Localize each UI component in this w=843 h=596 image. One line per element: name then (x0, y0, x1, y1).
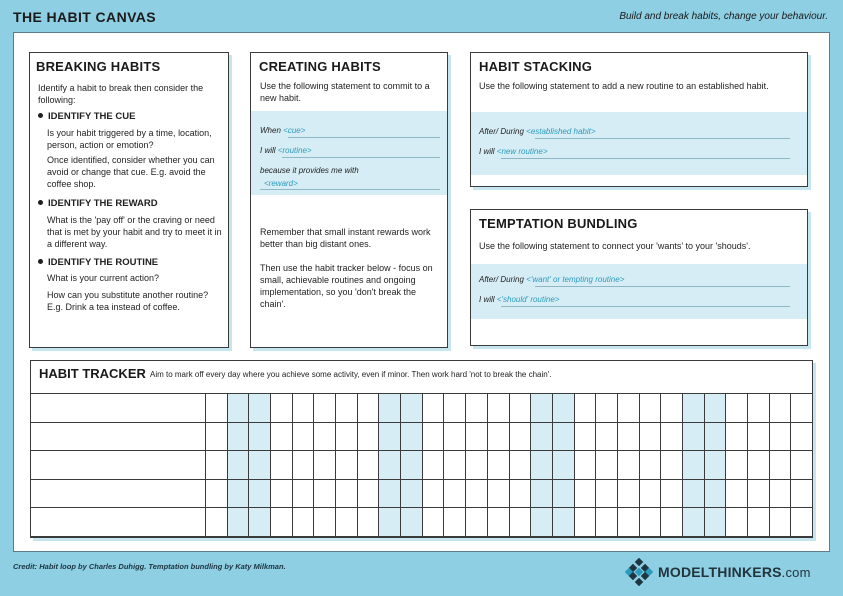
because-row (260, 166, 359, 175)
tracker-day-cell[interactable] (465, 479, 487, 508)
tracker-day-cell[interactable] (443, 450, 465, 479)
tracker-row-line (31, 536, 812, 537)
tracker-day-cell[interactable] (248, 422, 270, 451)
tracker-day-cell[interactable] (790, 422, 812, 451)
tracker-day-cell[interactable] (769, 507, 791, 536)
tracker-habit-name-cell[interactable] (31, 507, 205, 536)
new-routine-field[interactable]: <new routine> (496, 147, 548, 156)
tracker-day-cell[interactable] (248, 450, 270, 479)
should-routine-field[interactable]: <'should' routine> (496, 295, 560, 304)
tracker-day-cell[interactable] (400, 507, 422, 536)
routine-text-1: What is your current action? (47, 273, 160, 283)
tracker-day-cell[interactable] (443, 422, 465, 451)
breaking-habits-heading: BREAKING HABITS (36, 59, 161, 74)
tracker-column-line (530, 393, 531, 536)
tracker-day-cell[interactable] (595, 422, 617, 451)
tracker-day-cell[interactable] (227, 507, 249, 536)
tracker-column-line (509, 393, 510, 536)
tracker-day-cell[interactable] (509, 507, 531, 536)
tracker-day-cell[interactable] (465, 393, 487, 422)
credit-text: Credit: Habit loop by Charles Duhigg. Temptation bundling by Katy Milkman. (13, 562, 286, 571)
tracker-day-cell[interactable] (465, 450, 487, 479)
new-routine-line (501, 158, 790, 159)
tracker-day-cell[interactable] (725, 450, 747, 479)
logo-brand: MODELTHINKERS (658, 564, 782, 580)
tracker-column-line (639, 393, 640, 536)
tracker-day-cell[interactable] (682, 479, 704, 508)
creating-text-1: Remember that small instant rewards work better than big distant ones. (260, 227, 431, 249)
canvas-sheet (13, 32, 830, 552)
tracker-day-cell[interactable] (400, 450, 422, 479)
tracker-day-cell[interactable] (205, 479, 227, 508)
tracker-day-cell[interactable] (574, 450, 596, 479)
iwill-label: I will (260, 146, 276, 155)
established-habit-field[interactable]: <established habit> (526, 127, 596, 136)
cue-field[interactable]: <cue> (283, 126, 306, 135)
tracker-day-cell[interactable] (552, 393, 574, 422)
stacking-after-row (479, 127, 596, 136)
tracker-day-cell[interactable] (205, 393, 227, 422)
tracker-habit-name-cell[interactable] (31, 479, 205, 508)
tracker-day-cell[interactable] (682, 507, 704, 536)
cue-text-1: Is your habit triggered by a time, location, person, action or emotion? (47, 128, 212, 150)
habit-tracker-heading: HABIT TRACKER (39, 366, 146, 381)
creating-intro: Use the following statement to commit to a new habit. (260, 81, 430, 103)
tracker-column-line (443, 393, 444, 536)
tracker-day-cell[interactable] (574, 422, 596, 451)
breaking-habits-panel (29, 52, 229, 348)
want-routine-field[interactable]: <'want' or tempting routine> (526, 275, 625, 284)
tracker-day-cell[interactable] (639, 393, 661, 422)
tracker-day-cell[interactable] (769, 479, 791, 508)
tracker-day-cell[interactable] (400, 422, 422, 451)
bundling-after-label: After/ During (479, 275, 524, 284)
breaking-intro: Identify a habit to break then consider the following: (38, 83, 204, 105)
tracker-day-cell[interactable] (790, 450, 812, 479)
bullet-reward (38, 198, 158, 209)
routine-line (282, 157, 440, 158)
stacking-statement-band (471, 112, 807, 175)
tracker-column-line (422, 393, 423, 536)
tracker-day-cell[interactable] (660, 450, 682, 479)
tracker-day-cell[interactable] (487, 393, 509, 422)
reward-line (260, 189, 440, 190)
tracker-day-cell[interactable] (335, 479, 357, 508)
tracker-day-cell[interactable] (357, 507, 379, 536)
tracker-day-cell[interactable] (487, 507, 509, 536)
bundling-iwill-row (479, 295, 559, 304)
tracker-day-cell[interactable] (704, 450, 726, 479)
tracker-day-cell[interactable] (769, 422, 791, 451)
habit-tracker-panel (30, 360, 813, 538)
tracker-day-cell[interactable] (378, 393, 400, 422)
tracker-day-cell[interactable] (660, 507, 682, 536)
tracker-day-cell[interactable] (313, 393, 335, 422)
tracker-day-cell[interactable] (595, 450, 617, 479)
tracker-day-cell[interactable] (205, 422, 227, 451)
bundling-statement-band (471, 264, 807, 319)
tracker-day-cell[interactable] (639, 479, 661, 508)
creating-habits-heading: CREATING HABITS (259, 59, 381, 74)
tracker-day-cell[interactable] (509, 422, 531, 451)
tracker-day-cell[interactable] (509, 450, 531, 479)
tracker-day-cell[interactable] (552, 450, 574, 479)
tracker-day-cell[interactable] (270, 479, 292, 508)
tracker-day-cell[interactable] (248, 507, 270, 536)
tracker-day-cell[interactable] (357, 450, 379, 479)
tracker-day-cell[interactable] (682, 450, 704, 479)
tracker-day-cell[interactable] (704, 479, 726, 508)
tracker-column-line (248, 393, 249, 536)
tracker-column-line (617, 393, 618, 536)
tracker-day-cell[interactable] (595, 479, 617, 508)
tracker-day-cell[interactable] (227, 450, 249, 479)
bullet-routine (38, 257, 158, 268)
tracker-day-cell[interactable] (335, 450, 357, 479)
tracker-day-cell[interactable] (422, 479, 444, 508)
habit-stacking-heading: HABIT STACKING (479, 59, 593, 74)
iwill-row (260, 146, 312, 155)
tracker-column-line (790, 393, 791, 536)
tracker-day-cell[interactable] (509, 393, 531, 422)
reward-row (264, 179, 298, 188)
tracker-column-line (227, 393, 228, 536)
tracker-day-cell[interactable] (790, 479, 812, 508)
tracker-day-cell[interactable] (747, 393, 769, 422)
tracker-column-line (487, 393, 488, 536)
bullet-cue (38, 111, 135, 122)
bundling-intro: Use the following statement to connect your 'wants' to your 'shouds'. (479, 241, 751, 251)
tracker-day-cell[interactable] (530, 450, 552, 479)
stacking-after-label: After/ During (479, 127, 524, 136)
tracker-day-cell[interactable] (552, 422, 574, 451)
tracker-day-cell[interactable] (704, 422, 726, 451)
tracker-column-line (704, 393, 705, 536)
tracker-column-line (574, 393, 575, 536)
tracker-day-cell[interactable] (400, 393, 422, 422)
tracker-day-cell[interactable] (487, 422, 509, 451)
tracker-day-cell[interactable] (400, 479, 422, 508)
tracker-day-cell[interactable] (747, 450, 769, 479)
tracker-day-cell[interactable] (617, 450, 639, 479)
tracker-day-cell[interactable] (313, 507, 335, 536)
tracker-column-line (769, 393, 770, 536)
tracker-day-cell[interactable] (725, 393, 747, 422)
want-routine-line (535, 286, 790, 287)
tracker-day-cell[interactable] (378, 450, 400, 479)
modelthinkers-logo (625, 557, 835, 587)
bullet-dot-icon (38, 113, 43, 118)
routine-field[interactable]: <routine> (277, 146, 312, 155)
tracker-day-cell[interactable] (248, 393, 270, 422)
should-routine-line (501, 306, 790, 307)
tracker-day-cell[interactable] (292, 479, 314, 508)
reward-text: What is the 'pay off' or the craving or need that is met by your habit and try to meet it in a different way. (47, 215, 222, 249)
tracker-column-line (465, 393, 466, 536)
temptation-bundling-heading: TEMPTATION BUNDLING (479, 216, 638, 231)
when-row (260, 126, 305, 135)
tracker-day-cell[interactable] (574, 393, 596, 422)
tracker-column-line (725, 393, 726, 536)
tracker-day-cell[interactable] (487, 479, 509, 508)
tracker-day-cell[interactable] (313, 450, 335, 479)
tracker-day-cell[interactable] (443, 393, 465, 422)
tracker-day-cell[interactable] (769, 450, 791, 479)
tracker-day-cell[interactable] (574, 479, 596, 508)
canvas-tagline: Build and break habits, change your behaviour. (619, 11, 828, 22)
tracker-day-cell[interactable] (465, 507, 487, 536)
tracker-day-cell[interactable] (487, 450, 509, 479)
tracker-day-cell[interactable] (422, 450, 444, 479)
tracker-day-cell[interactable] (270, 507, 292, 536)
tracker-column-line (400, 393, 401, 536)
tracker-column-line (205, 393, 206, 536)
tracker-day-cell[interactable] (595, 507, 617, 536)
habit-tracker-note: Aim to mark off every day where you achieve some activity, even if minor. Then work hard 'not to break the chain'. (150, 370, 552, 379)
tracker-day-cell[interactable] (639, 507, 661, 536)
tracker-habit-name-cell[interactable] (31, 393, 205, 422)
tracker-column-line (660, 393, 661, 536)
tracker-day-cell[interactable] (682, 393, 704, 422)
tracker-day-cell[interactable] (378, 422, 400, 451)
tracker-day-cell[interactable] (205, 450, 227, 479)
tracker-column-line (595, 393, 596, 536)
tracker-day-cell[interactable] (530, 393, 552, 422)
tracker-day-cell[interactable] (443, 507, 465, 536)
tracker-day-cell[interactable] (227, 479, 249, 508)
tracker-day-cell[interactable] (378, 507, 400, 536)
tracker-day-cell[interactable] (552, 479, 574, 508)
tracker-column-line (378, 393, 379, 536)
logo-wordmark (658, 564, 811, 580)
tracker-column-line (747, 393, 748, 536)
tracker-column-line (682, 393, 683, 536)
habit-stacking-panel (470, 52, 808, 187)
established-habit-line (535, 138, 790, 139)
logo-domain: .com (781, 565, 811, 580)
tracker-day-cell[interactable] (617, 393, 639, 422)
tracker-day-cell[interactable] (617, 479, 639, 508)
routine-label: IDENTIFY THE ROUTINE (48, 257, 159, 268)
tracker-day-cell[interactable] (725, 507, 747, 536)
reward-label: IDENTIFY THE REWARD (48, 198, 158, 209)
tracker-day-cell[interactable] (422, 393, 444, 422)
tracker-day-cell[interactable] (292, 507, 314, 536)
tracker-day-cell[interactable] (205, 507, 227, 536)
tracker-day-cell[interactable] (530, 507, 552, 536)
tracker-habit-name-cell[interactable] (31, 422, 205, 451)
bundling-iwill-label: I will (479, 295, 495, 304)
temptation-bundling-panel (470, 209, 808, 346)
tracker-day-cell[interactable] (227, 422, 249, 451)
tracker-column-line (313, 393, 314, 536)
tracker-column-line (292, 393, 293, 536)
tracker-day-cell[interactable] (595, 393, 617, 422)
tracker-day-cell[interactable] (747, 479, 769, 508)
tracker-day-cell[interactable] (270, 450, 292, 479)
tracker-day-cell[interactable] (704, 393, 726, 422)
tracker-day-cell[interactable] (313, 422, 335, 451)
tracker-day-cell[interactable] (704, 507, 726, 536)
cue-label: IDENTIFY THE CUE (48, 111, 136, 122)
tracker-day-cell[interactable] (313, 479, 335, 508)
creating-text-2: Then use the habit tracker below - focus on small, achievable routines and ongoing implementation, so you 'don't break the chain'. (260, 263, 433, 309)
tracker-column-line (812, 393, 813, 536)
stacking-intro: Use the following statement to add a new routine to an established habit. (479, 81, 769, 91)
tracker-day-cell[interactable] (292, 422, 314, 451)
tracker-day-cell[interactable] (790, 393, 812, 422)
tracker-day-cell[interactable] (335, 507, 357, 536)
tracker-day-cell[interactable] (660, 479, 682, 508)
bullet-dot-icon (38, 200, 43, 205)
tracker-day-cell[interactable] (725, 422, 747, 451)
tracker-day-cell[interactable] (357, 393, 379, 422)
tracker-day-cell[interactable] (530, 479, 552, 508)
tracker-column-line (552, 393, 553, 536)
tracker-day-cell[interactable] (530, 422, 552, 451)
stacking-iwill-row (479, 147, 548, 156)
tracker-habit-name-cell[interactable] (31, 450, 205, 479)
tracker-column-line (335, 393, 336, 536)
tracker-day-cell[interactable] (682, 422, 704, 451)
tracker-day-cell[interactable] (422, 422, 444, 451)
tracker-day-cell[interactable] (357, 479, 379, 508)
because-label: because it provides me with (260, 166, 359, 175)
tracker-day-cell[interactable] (292, 393, 314, 422)
logo-mark-icon (625, 558, 653, 586)
habit-tracker-grid (31, 393, 812, 537)
tracker-day-cell[interactable] (552, 507, 574, 536)
tracker-day-cell[interactable] (790, 507, 812, 536)
when-label: When (260, 126, 281, 135)
tracker-day-cell[interactable] (617, 507, 639, 536)
tracker-day-cell[interactable] (769, 393, 791, 422)
bundling-after-row (479, 275, 624, 284)
tracker-day-cell[interactable] (639, 450, 661, 479)
tracker-day-cell[interactable] (270, 393, 292, 422)
cue-text-2: Once identified, consider whether you can avoid or change that cue. E.g. avoid the coffee shop. (47, 155, 215, 189)
tracker-day-cell[interactable] (639, 422, 661, 451)
tracker-day-cell[interactable] (335, 393, 357, 422)
tracker-day-cell[interactable] (378, 479, 400, 508)
reward-field[interactable]: <reward> (264, 179, 298, 188)
stacking-iwill-label: I will (479, 147, 495, 156)
tracker-column-line (357, 393, 358, 536)
tracker-day-cell[interactable] (357, 422, 379, 451)
tracker-day-cell[interactable] (248, 479, 270, 508)
tracker-day-cell[interactable] (660, 422, 682, 451)
tracker-column-line (270, 393, 271, 536)
tracker-day-cell[interactable] (227, 393, 249, 422)
tracker-day-cell[interactable] (725, 479, 747, 508)
tracker-day-cell[interactable] (509, 479, 531, 508)
tracker-day-cell[interactable] (443, 479, 465, 508)
tracker-day-cell[interactable] (422, 507, 444, 536)
tracker-day-cell[interactable] (747, 507, 769, 536)
bullet-dot-icon (38, 259, 43, 264)
creating-habits-panel (250, 52, 448, 348)
tracker-day-cell[interactable] (660, 393, 682, 422)
tracker-day-cell[interactable] (292, 450, 314, 479)
cue-line (288, 137, 440, 138)
tracker-day-cell[interactable] (747, 422, 769, 451)
canvas-title: THE HABIT CANVAS (13, 9, 157, 25)
tracker-day-cell[interactable] (617, 422, 639, 451)
tracker-day-cell[interactable] (574, 507, 596, 536)
tracker-day-cell[interactable] (335, 422, 357, 451)
tracker-day-cell[interactable] (270, 422, 292, 451)
tracker-day-cell[interactable] (465, 422, 487, 451)
routine-text-2: How can you substitute another routine? E.g. Drink a tea instead of coffee. (47, 290, 209, 312)
